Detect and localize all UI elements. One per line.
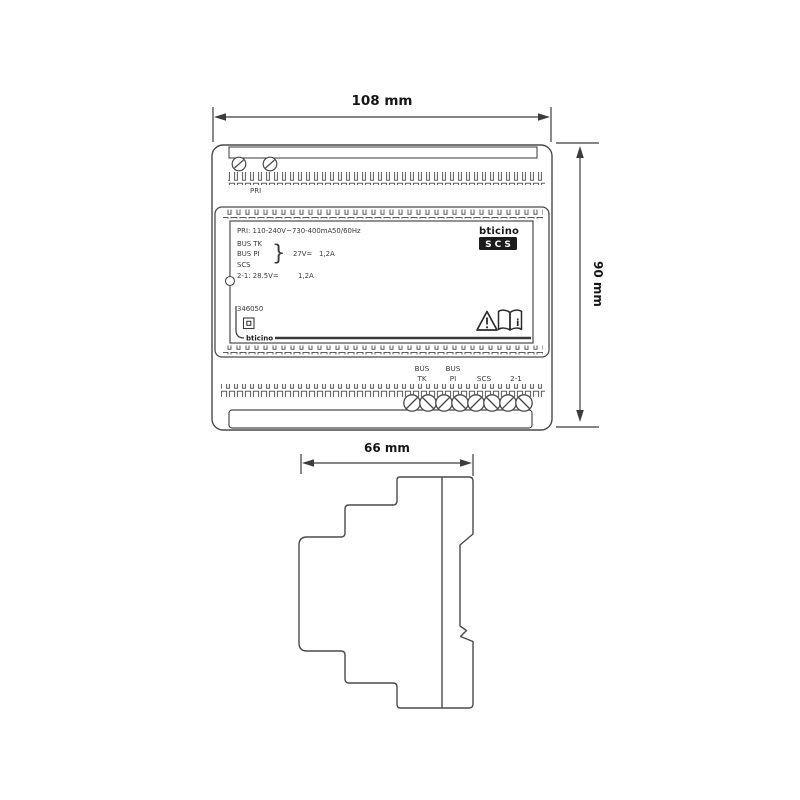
aux-output-current-text: 1,2A (298, 272, 314, 280)
aux-output-rating-text: 2-1: 28.5V= (237, 272, 279, 280)
vent-row-bottom (221, 384, 545, 397)
brand-logo-text: bticino (479, 226, 520, 237)
arrowhead-up (576, 146, 584, 158)
dimension-depth (301, 454, 473, 476)
front-view (212, 145, 552, 430)
rating-plate (226, 221, 534, 343)
top-cover-strip (229, 147, 537, 158)
dimension-width (213, 107, 551, 142)
terminal-label-bus-tk-top: BUS (414, 364, 430, 373)
terminal-label-bus-tk-bottom: TK (417, 374, 427, 383)
scs-text: SCS (237, 261, 251, 269)
arrowhead-right (460, 459, 472, 467)
vent-row-top (228, 172, 545, 185)
warning-exclamation-dot (486, 326, 488, 328)
height-dimension-label: 90 mm (591, 261, 605, 307)
part-number-text: 346050 (237, 305, 264, 313)
bus-output-voltage-text: 27V= (293, 250, 313, 258)
pri-frequency-text: 50/60Hz (332, 227, 361, 235)
pri-terminal-label: PRI (250, 187, 262, 195)
vent-row-panel-top (223, 210, 543, 219)
bus-pi-text: BUS PI (237, 250, 260, 258)
arrowhead-right (538, 113, 550, 121)
bticino-logo (479, 226, 519, 250)
terminal-label-bus-pi-bottom: PI (449, 374, 457, 383)
terminal-label-scs: SCS (476, 374, 492, 383)
brand-footer-text: bticino (246, 334, 274, 343)
arrowhead-left (302, 459, 314, 467)
terminal-label-bus-pi-top: BUS (445, 364, 461, 373)
scs-badge-text: SCS (485, 240, 514, 250)
brace-glyph: } (272, 241, 286, 265)
bus-tk-text: BUS TK (237, 240, 263, 248)
bus-output-current-text: 1,2A (319, 250, 335, 258)
plate-notch (226, 277, 235, 286)
side-view (299, 477, 473, 708)
arrowhead-down (576, 410, 584, 422)
terminal-label-2-1: 2-1 (510, 374, 522, 383)
side-profile-outline (299, 477, 473, 708)
pri-current-text: 730-400mA (292, 227, 333, 235)
width-dimension-label: 108 mm (351, 93, 413, 109)
manual-info-letter: i (516, 318, 520, 329)
arrowhead-left (214, 113, 226, 121)
bottom-strip (229, 410, 532, 428)
depth-dimension-label: 66 mm (364, 441, 410, 455)
vent-row-panel-bottom (223, 346, 543, 355)
pri-rating-text: PRI: 110-240V~ (237, 227, 292, 235)
